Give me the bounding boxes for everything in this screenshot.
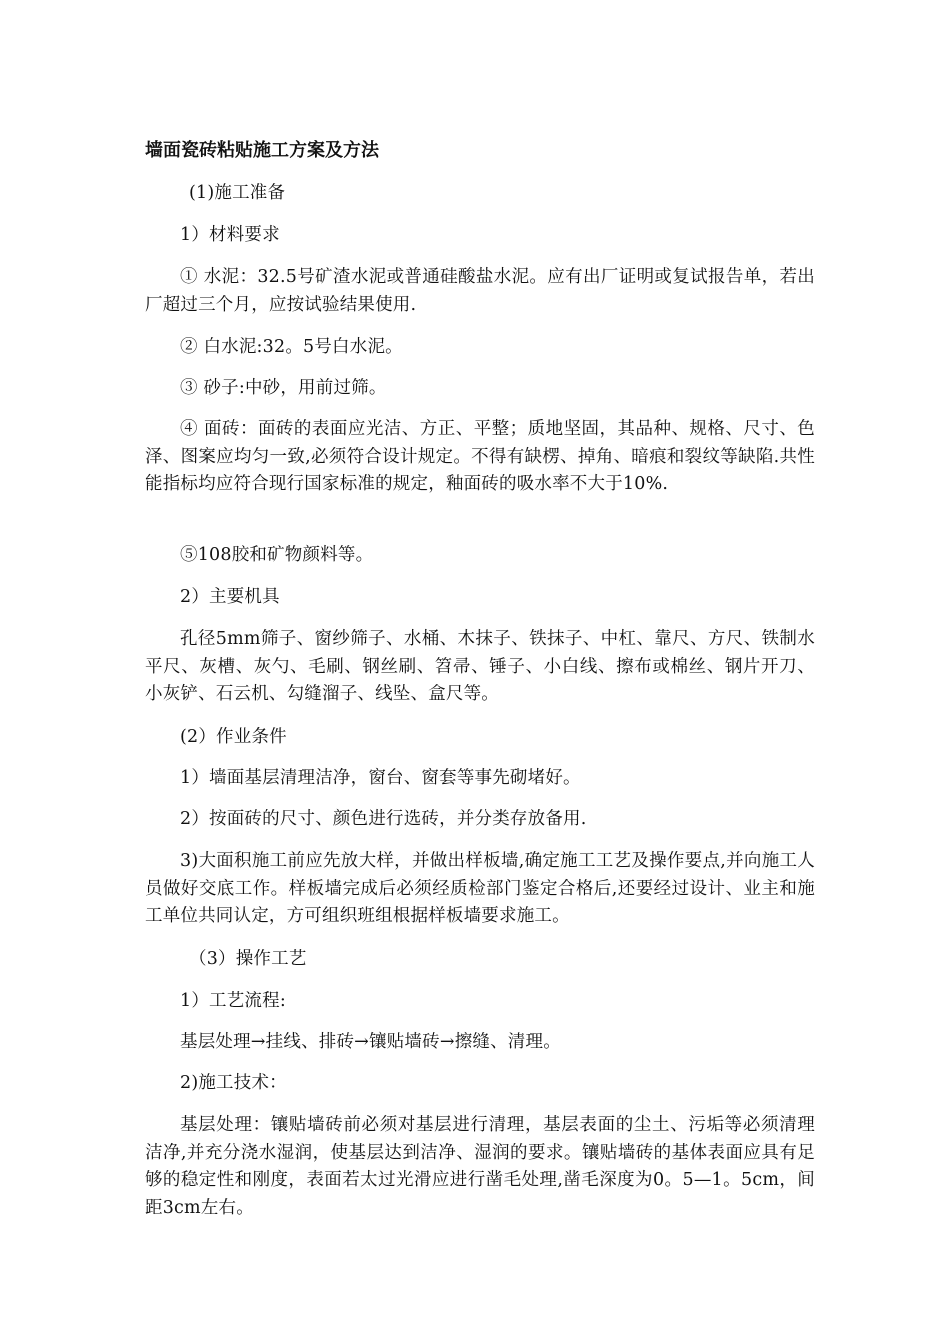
subheading-construction-technique: 2)施工技术： <box>180 1073 287 1093</box>
paragraph-tiles: ④ 面砖：面砖的表面应光洁、方正、平整；质地坚固，其品种、规格、尺寸、色泽、图案应均匀一致,必须符合设计规定。不得有缺楞、掉角、暗痕和裂纹等缺陷.共性能指标均应符合现行国家标准的规定，釉面砖的吸水率不大于10%. <box>145 419 815 494</box>
subheading-material-requirements: 1）材料要求 <box>180 225 280 245</box>
paragraph-cement: ① 水泥：32.5号矿渣水泥或普通硅酸盐水泥。应有出厂证明或复试报告单，若出厂超过三个月，应按试验结果使用. <box>145 267 815 315</box>
subheading-main-tools: 2）主要机具 <box>180 587 280 607</box>
paragraph-white-cement: ② 白水泥:32。5号白水泥。 <box>180 337 403 357</box>
paragraph-process-flow: 基层处理→挂线、排砖→镶贴墙砖→擦缝、清理。 <box>180 1032 561 1052</box>
paragraph-wall-cleaning: 1）墙面基层清理洁净，窗台、窗套等事先砌堵好。 <box>180 768 581 788</box>
paragraph-sand: ③ 砂子:中砂，用前过筛。 <box>180 378 387 398</box>
section-heading-working-conditions: (2）作业条件 <box>180 727 287 747</box>
paragraph-glue-pigment: ⑤108胶和矿物颜料等。 <box>180 545 374 565</box>
subheading-process-flow: 1）工艺流程: <box>180 991 286 1011</box>
document-title: 墙面瓷砖粘贴施工方案及方法 <box>145 140 379 161</box>
paragraph-tile-selection: 2）按面砖的尺寸、颜色进行选砖，并分类存放备用. <box>180 809 587 829</box>
paragraph-base-treatment: 基层处理：镶贴墙砖前必须对基层进行清理，基层表面的尘土、污垢等必须清理洁净,并充分浇水湿润，使基层达到洁净、湿润的要求。镶贴墙砖的基体表面应具有足够的稳定性和刚度，表面若太过光滑应进行凿毛处理,凿毛深度为0。5—1。5cm，间距3cm左右。 <box>145 1115 815 1218</box>
section-heading-preparation: (1)施工准备 <box>189 183 286 203</box>
paragraph-tools-list: 孔径5mm筛子、窗纱筛子、水桶、木抹子、铁抹子、中杠、靠尺、方尺、铁制水平尺、灰槽、灰勺、毛刷、钢丝刷、笤帚、锤子、小白线、擦布或棉丝、钢片开刀、小灰铲、石云机、勾缝溜子、线坠、盒尺等。 <box>145 629 815 704</box>
section-heading-process: （3）操作工艺 <box>189 949 307 969</box>
paragraph-sample-wall: 3)大面积施工前应先放大样，并做出样板墙,确定施工工艺及操作要点,并向施工人员做好交底工作。样板墙完成后必须经质检部门鉴定合格后,还要经过设计、业主和施工单位共同认定，方可组织班组根据样板墙要求施工。 <box>145 851 815 926</box>
